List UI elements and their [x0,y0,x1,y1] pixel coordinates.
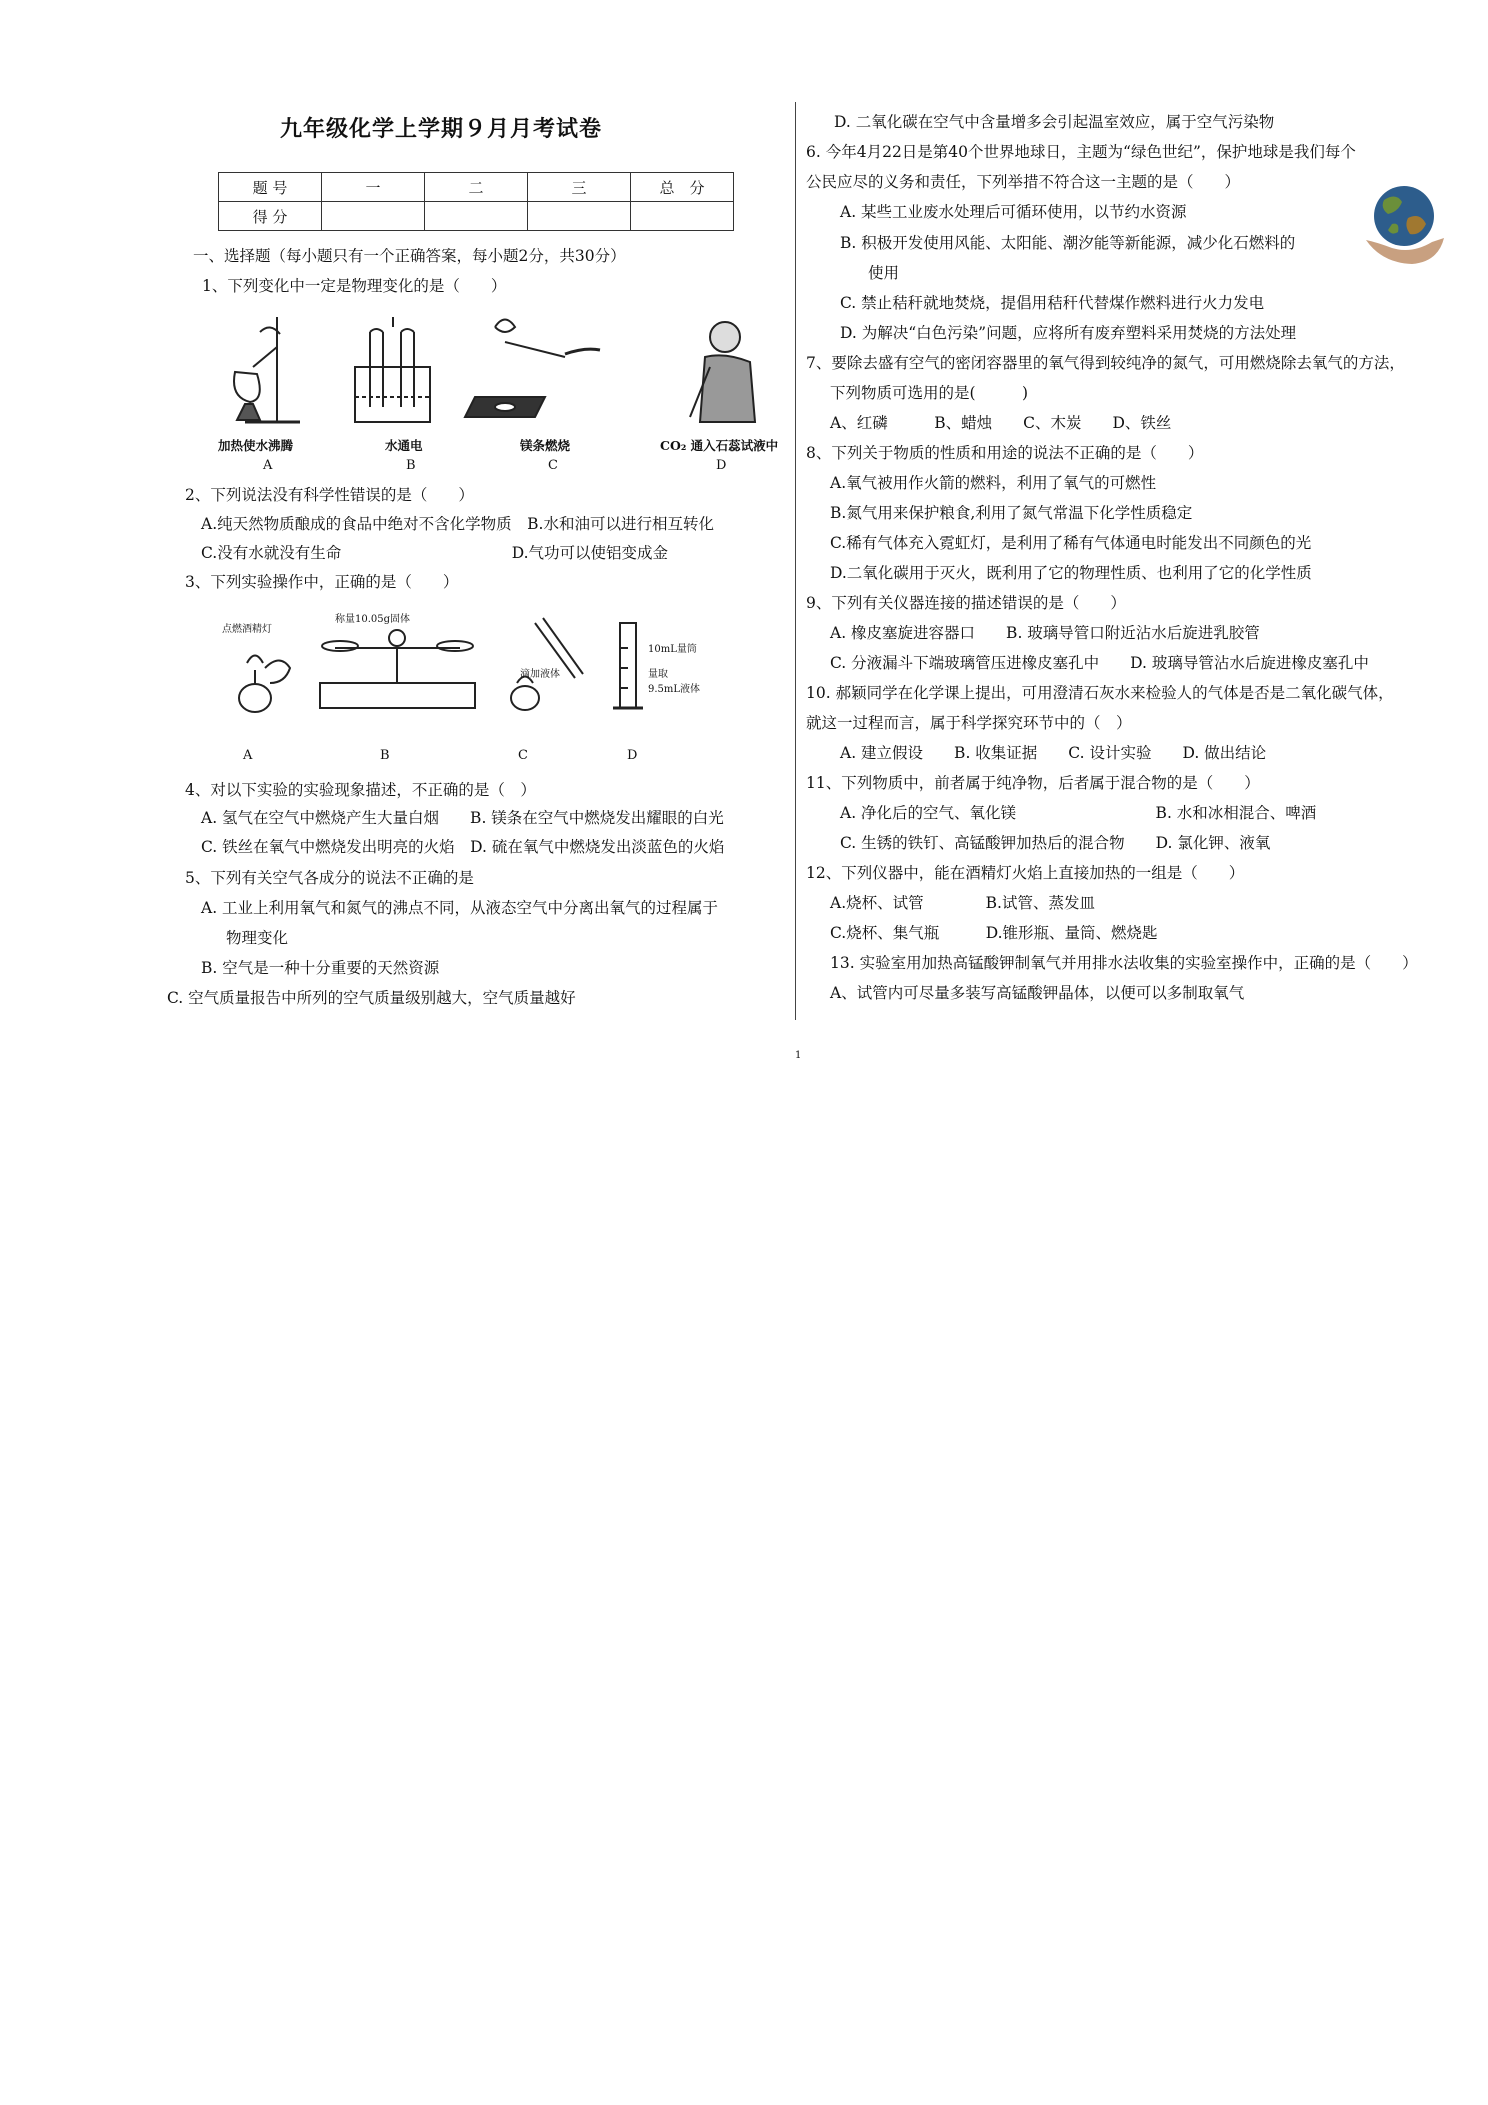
question-6-option-b-cont: 使用 [868,264,900,282]
q1-caption-c: 镁条燃烧 [520,438,571,453]
score-header-cell: 题 号 [219,173,322,202]
test-tube-heating-icon [511,618,583,710]
q1-option-letter: D [716,458,727,473]
question-11-options-ab: A. 净化后的空气、氧化镁 B. 水和冰相混合、啤酒 [840,804,1317,822]
score-cell[interactable] [425,202,528,231]
question-5-option-a: A. 工业上利用氧气和氮气的沸点不同，从液态空气中分离出氧气的过程属于 [201,899,719,917]
question-13: 13. 实验室用加热高锰酸钾制氧气并用排水法收集的实验室操作中，正确的是（ ） [830,954,1418,972]
question-8-option-d: D.二氧化碳用于灭火，既利用了它的物理性质、也利用了它的化学性质 [830,564,1312,582]
question-2-options-ab: A.纯天然物质酿成的食品中绝对不含化学物质 B.水和油可以进行相互转化 [201,515,714,533]
question-9-options-cd: C. 分液漏斗下端玻璃管压进橡皮塞孔中 D. 玻璃导管沾水后旋进橡皮塞孔中 [830,654,1369,672]
q1-option-letter: C [548,458,558,473]
question-2: 2、下列说法没有科学性错误的是（ ） [185,486,474,504]
question-11-options-cd: C. 生锈的铁钉、高锰酸钾加热后的混合物 D. 氯化钾、液氧 [840,834,1271,852]
score-table-header-row [219,173,734,202]
q3-label-measure: 量取 [648,669,668,680]
q1-figure-row [205,312,795,437]
question-6-option-b: B. 积极开发使用风能、太阳能、潮汐能等新能源，减少化石燃料的 [840,234,1296,252]
question-4: 4、对以下实验的实验现象描述，不正确的是（ ） [185,781,536,799]
question-4-options-ab: A. 氢气在空气中燃烧产生大量白烟 B. 镁条在空气中燃烧发出耀眼的白光 [201,809,724,827]
question-2-options-cd: C.没有水就没有生命 D.气功可以使铝变成金 [201,544,669,562]
question-9: 9、下列有关仪器连接的描述错误的是（ ） [806,594,1126,612]
boy-blowing-tube-icon [690,322,755,422]
q3-label-light-lamp: 点燃酒精灯 [222,624,272,635]
question-8-option-a: A.氧气被用作火箭的燃料，利用了氧气的可燃性 [830,474,1157,492]
score-header-cell: 总 分 [631,173,734,202]
question-5-option-b: B. 空气是一种十分重要的天然资源 [201,959,440,977]
question-11: 11、下列物质中，前者属于纯净物，后者属于混合物的是（ ） [806,774,1260,792]
electrolysis-apparatus-icon [355,317,430,422]
exam-title: 九年级化学上学期９月月考试卷 [280,116,603,142]
graduated-cylinder-icon [613,623,643,708]
question-6-option-a: A. 某些工业废水处理后可循环使用，以节约水资源 [840,203,1187,221]
q3-option-letter: D [627,748,638,763]
question-7-options: A、红磷 B、蜡烛 C、木炭 D、铁丝 [830,414,1172,432]
question-8-option-b: B.氮气用来保护粮食,利用了氮气常温下化学性质稳定 [830,504,1193,522]
question-5: 5、下列有关空气各成分的说法不正确的是 [185,869,474,887]
boiling-water-apparatus-icon [234,317,300,422]
question-10-options: A. 建立假设 B. 收集证据 C. 设计实验 D. 做出结论 [840,744,1267,762]
question-9-options-ab: A. 橡皮塞旋进容器口 B. 玻璃导管口附近沾水后旋进乳胶管 [830,624,1260,642]
question-8: 8、下列关于物质的性质和用途的说法不正确的是（ ） [806,444,1204,462]
question-7-cont: 下列物质可选用的是( ) [830,384,1029,402]
earth-in-hand-icon [1362,178,1446,266]
question-8-option-c: C.稀有气体充入霓虹灯，是利用了稀有气体通电时能发出不同颜色的光 [830,534,1312,552]
score-header-cell: 一 [322,173,425,202]
page-number: 1 [795,1050,802,1061]
question-6-cont: 公民应尽的义务和责任，下列举措不符合这一主题的是（ ） [806,173,1241,191]
score-row-label: 得 分 [219,202,322,231]
question-12-options-cd: C.烧杯、集气瓶 D.锥形瓶、量筒、燃烧匙 [830,924,1158,942]
question-6-option-c: C. 禁止秸秆就地焚烧，提倡用秸秆代替煤作燃料进行火力发电 [840,294,1265,312]
q1-caption-b: 水通电 [385,438,423,453]
alcohol-lamp-lighting-icon [239,656,290,713]
q3-label-add-liquid: 滴加液体 [520,669,560,680]
question-6: 6. 今年4月22日是第40个世界地球日，主题为“绿色世纪”，保护地球是我们每个 [806,143,1356,161]
q1-caption-a: 加热使水沸腾 [218,438,294,453]
question-6-option-d: D. 为解决“白色污染”问题，应将所有废弃塑料采用焚烧的方法处理 [840,324,1297,342]
question-5-option-d: D. 二氧化碳在空气中含量增多会引起温室效应，属于空气污染物 [834,113,1275,131]
score-header-cell: 二 [425,173,528,202]
question-4-options-cd: C. 铁丝在氧气中燃烧发出明亮的火焰 D. 硫在氧气中燃烧发出淡蓝色的火焰 [201,838,725,856]
q3-label-volume: 9.5mL液体 [648,684,701,695]
q1-option-letter: B [406,458,416,473]
score-cell[interactable] [322,202,425,231]
question-10: 10. 郝颖同学在化学课上提出，可用澄清石灰水来检验人的气体是否是二氧化碳气体， [806,684,1394,702]
q3-figure-row [225,608,725,718]
column-divider [795,102,796,1020]
score-table [218,172,734,231]
q3-label-weigh: 称量10.05g固体 [335,614,411,625]
question-13-option-a: A、试管内可尽量多装写高锰酸钾晶体，以便可以多制取氧气 [830,984,1245,1002]
question-1: 1、下列变化中一定是物理变化的是（ ） [202,277,507,295]
question-5-option-a-cont: 物理变化 [226,929,289,947]
score-cell[interactable] [528,202,631,231]
q3-option-letter: C [518,748,528,763]
section-heading: 一、选择题（每小题只有一个正确答案，每小题2分，共30分） [193,247,626,265]
q1-option-letter: A [263,458,273,473]
score-header-cell: 三 [528,173,631,202]
magnesium-burning-icon [465,320,600,418]
question-3: 3、下列实验操作中，正确的是（ ） [185,573,459,591]
q3-option-letter: A [243,748,253,763]
question-12-options-ab: A.烧杯、试管 B.试管、蒸发皿 [830,894,1095,912]
q3-label-cylinder: 10mL量筒 [648,644,697,655]
score-cell[interactable] [631,202,734,231]
question-5-option-c: C. 空气质量报告中所列的空气质量级别越大，空气质量越好 [167,989,576,1007]
balance-scale-icon [320,630,475,708]
question-12: 12、下列仪器中，能在酒精灯火焰上直接加热的一组是（ ） [806,864,1245,882]
question-10-cont: 就这一过程而言，属于科学探究环节中的（ ） [806,714,1132,732]
q3-option-letter: B [380,748,390,763]
score-table-score-row [219,202,734,231]
question-7: 7、要除去盛有空气的密闭容器里的氧气得到较纯净的氮气，可用燃烧除去氧气的方法， [806,354,1405,372]
q1-caption-d: CO₂ 通入石蕊试液中 [660,438,779,453]
